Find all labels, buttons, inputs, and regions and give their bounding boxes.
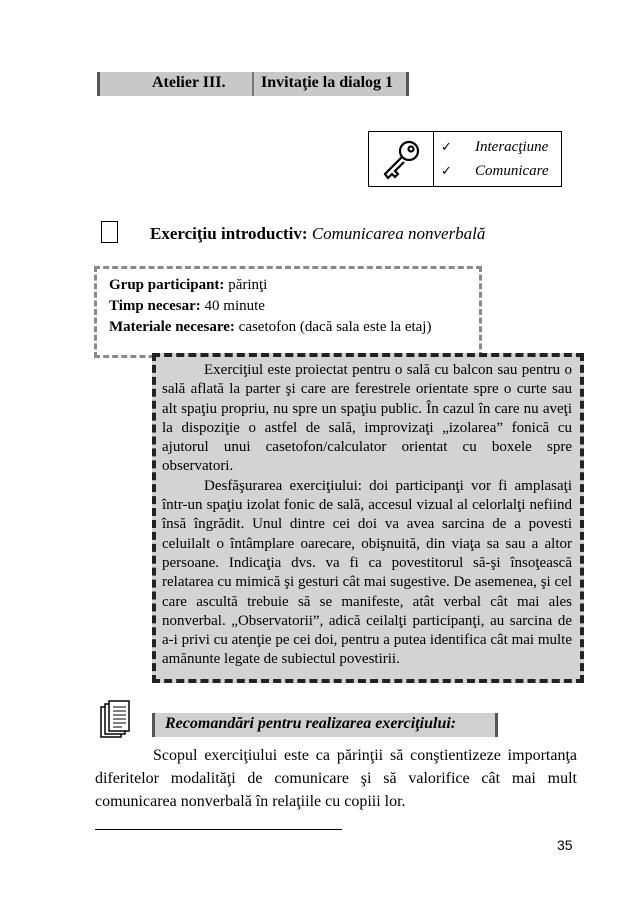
chapter-title: Invitaţie la dialog 1 [261,74,394,91]
time-line: Timp necesar: 40 minute [109,298,265,314]
group-line: Grup participant: părinţi [109,277,268,293]
description-paragraph: Exerciţiul este proiectat pentru o sală cu balcon sau pentru o sală aflată la parter şi care are ferestrele orientate spre o curte sau alt spaţiu propriu, nu spre un spaţiu public. În cazul în care nu aveţi la dispoziţie o astfel de sală, improvizaţi „izolarea” fonică cu ajutorul unui casetofon/calculator orientat cu boxele spre observatori. [162,362,572,475]
info-box [94,266,482,358]
objectives-separator [433,132,434,186]
checkmark-icon: ✓ [441,163,452,178]
recommendations-title: Recomandări pentru realizarea exerciţiului: [165,715,457,732]
exercise-title [150,224,485,244]
materials-line: Materiale necesare: casetofon (dacă sala este la etaj) [109,319,432,335]
atelier-label: Atelier III. [152,74,226,91]
recommendations-banner [152,713,498,737]
exercise-label: Exerciţiu introductiv: [150,224,308,243]
page-number: 35 [557,837,573,853]
recommendations-text: Scopul exerciţiului este ca părinţii să conştientizeze importanţa diferitelor modalităţi de comunicare şi să valorifice cât mai mult comunicarea nonverbală în relaţiile cu copiii lor. [95,747,577,810]
objective-item: ✓ Interacţiune [441,139,549,155]
checkmark-icon: ✓ [441,139,452,154]
documents-icon [100,698,132,740]
footnote-divider [95,829,342,830]
objective-item: ✓ Comunicare [441,163,549,179]
exercise-topic: Comunicarea nonverbală [311,224,486,243]
title-divider [252,72,254,96]
description-paragraph: Desfăşurarea exerciţiului: doi participanţi vor fi amplasaţi într-un spaţiu izolat fonic de sală, accesul vizual al celorlalţi nefiind însă îngrădit. Unul dintre cei doi va avea sarcina de a povesti celuilalt o întâmplare oarecare, obişnuită, din viaţa sa sau a altor persoane. Indicaţia dvs. va fi ca povestitorul să-şi însoţească relatarea cu mimică şi gesturi cât mai sugestive. De asemenea, şi cel care ascultă trebuie să se manifeste, atât verbal cât mai ales nonverbal. „Observatorii”, adică ceilalţi participanţi, au sarcina de a-i privi cu atenţie pe cei doi, pentru a putea identifica cât mai multe amănunte legate de subiectul povestirii. [162,477,572,668]
description-box [152,353,584,683]
key-icon [379,138,423,182]
exercise-box-icon [101,221,118,243]
objectives-box [368,131,562,187]
chapter-title-bar [97,72,409,96]
